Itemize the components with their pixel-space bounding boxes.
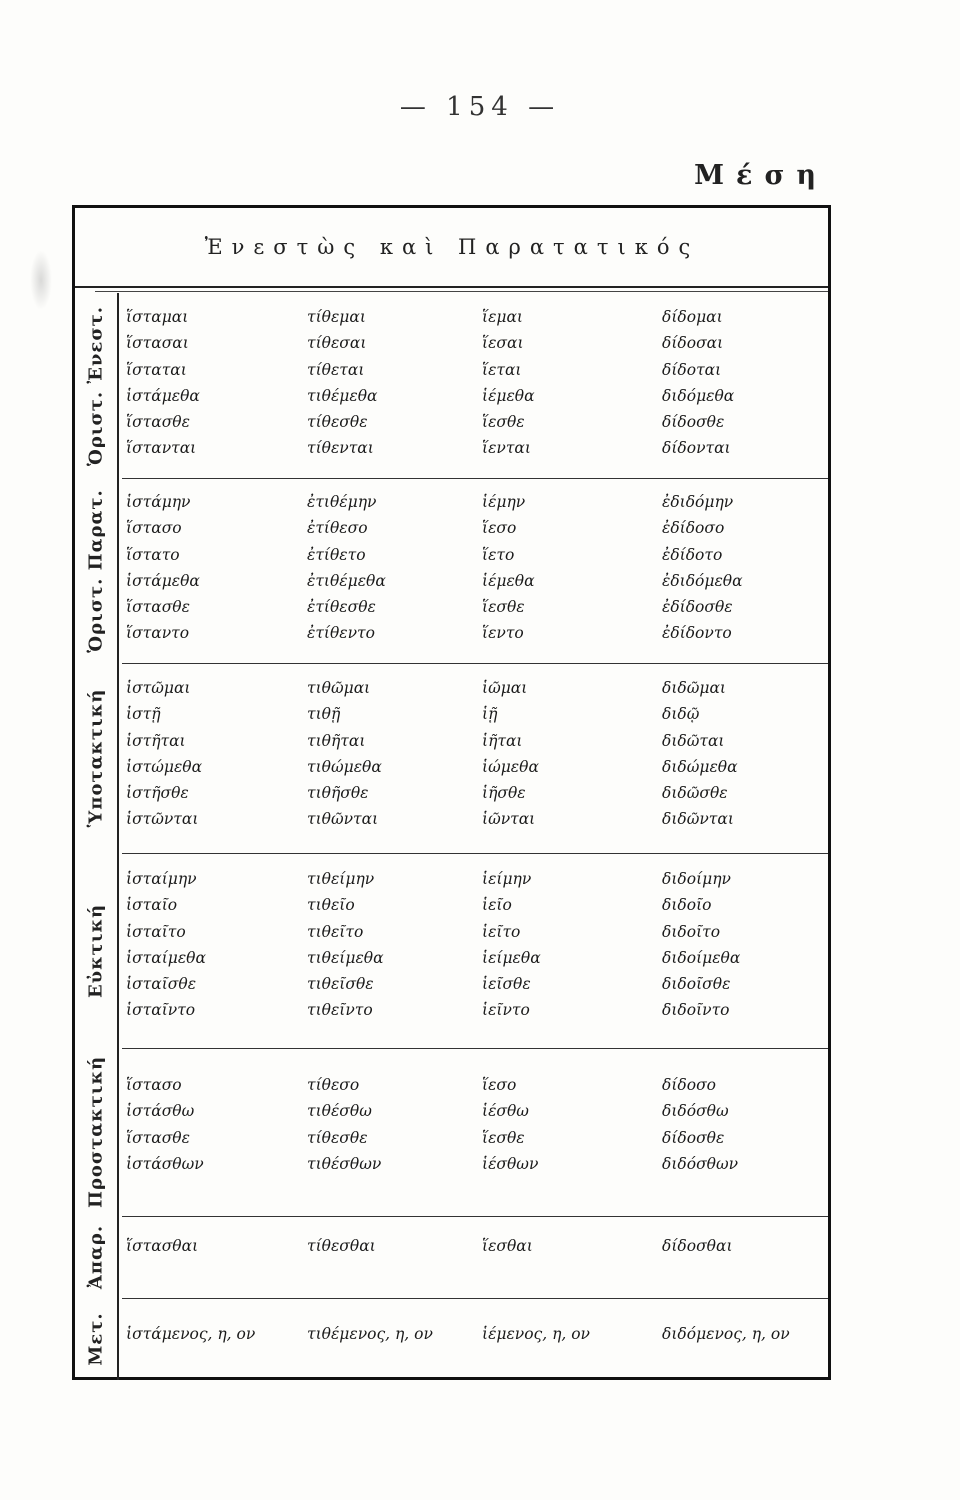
verb-form: ἐδιδόμην [662, 493, 734, 511]
verb-form: τίθεσθε [307, 413, 368, 432]
verb-form: τίθενται [307, 439, 374, 458]
verb-form: ἱῇ [482, 705, 498, 724]
verb-form: ἐδίδοτο [662, 545, 723, 564]
verb-form: τίθεσαι [307, 334, 367, 353]
section-label-cell [75, 478, 119, 663]
verb-form: ἵεσο [482, 519, 517, 538]
verb-form: διδῶνται [662, 810, 734, 829]
verb-form: ἱεῖντο [482, 1001, 530, 1020]
verb-form: ἱστάμενος, η, ον [126, 1325, 256, 1343]
verb-form: ἵεσθε [482, 413, 525, 432]
verb-form: διδόμενος, η, ον [662, 1325, 790, 1343]
verb-form: διδόμεθα [662, 386, 735, 405]
verb-form: ἐτίθεσθε [307, 598, 376, 617]
verb-form: ἵενται [482, 439, 531, 458]
verb-form: δίδοσθαι [662, 1237, 733, 1255]
verb-form: ἐδίδοσο [662, 519, 725, 538]
form-column [126, 489, 200, 647]
verb-form: τίθεται [307, 360, 365, 379]
verb-form: δίδονται [662, 439, 731, 458]
verb-form: τιθεῖντο [307, 1001, 373, 1020]
form-column [482, 1072, 538, 1177]
verb-form: τιθεῖο [307, 896, 355, 915]
verb-form: ἱσταῖντο [126, 1001, 196, 1020]
verb-form: ἱέσθων [482, 1154, 539, 1173]
verb-form: διδῶσθε [662, 784, 728, 803]
form-column [126, 1321, 255, 1347]
verb-form: ἐτίθετο [307, 545, 366, 564]
verb-form: τίθεμαι [307, 308, 366, 326]
form-column [662, 1233, 733, 1259]
verb-form: δίδοσαι [662, 334, 724, 353]
voice-label: Μέση [694, 160, 828, 191]
section-label-cell [75, 1216, 119, 1298]
form-column [126, 675, 202, 833]
verb-form: τίθεσθε [307, 1128, 368, 1147]
form-column [662, 304, 734, 462]
verb-form: ἱστάμην [126, 493, 191, 511]
verb-form: τιθέσθω [307, 1102, 372, 1121]
section-label-cell [75, 853, 119, 1048]
form-column [662, 1321, 790, 1347]
verb-form: διδῶται [662, 731, 725, 750]
verb-form: ἵεται [482, 360, 522, 379]
verb-form: τιθέμεθα [307, 386, 378, 405]
verb-form: ἱῶμαι [482, 679, 528, 697]
verb-form: ἱείμην [482, 870, 532, 888]
section-label: Ὁριστ. Παρατ. [85, 488, 107, 653]
verb-form: δίδοσθε [662, 413, 725, 432]
form-column [307, 866, 384, 1024]
table-right-border [828, 205, 831, 1380]
form-column [482, 489, 535, 647]
verb-form: ἵστασαι [126, 334, 189, 353]
verb-form: ἱσταίμεθα [126, 948, 206, 967]
table-header: Ἐνεστὼς καὶ Παρατατικός [75, 208, 829, 288]
form-column [662, 489, 743, 647]
verb-form: ἐτιθέμεθα [307, 571, 386, 590]
form-column [482, 1321, 590, 1347]
verb-form: ἱστάμεθα [126, 571, 200, 590]
form-column [482, 304, 535, 462]
form-column [482, 1233, 533, 1259]
verb-form: διδόσθων [662, 1154, 739, 1173]
verb-form: ἱσταῖο [126, 896, 178, 915]
section-label: Ὑποτακτική [85, 688, 107, 828]
verb-form: τιθέσθων [307, 1154, 382, 1173]
verb-form: τιθώμεθα [307, 757, 382, 776]
form-column [307, 1072, 381, 1177]
scan-smudge [30, 250, 52, 310]
verb-form: δίδοσο [662, 1076, 716, 1094]
verb-form: ἵεσθε [482, 598, 525, 617]
verb-form: ἐδίδοντο [662, 624, 732, 643]
section-label: Μετ. [85, 1312, 107, 1366]
verb-form: διδοίμην [662, 870, 731, 888]
header-rule [95, 291, 829, 292]
verb-form: διδῶμαι [662, 679, 726, 697]
page-number: — 154 — [399, 92, 561, 122]
verb-form: ἵστασθαι [126, 1237, 199, 1255]
section-label-cell [75, 1298, 119, 1380]
form-column [307, 675, 382, 833]
form-column [307, 304, 378, 462]
section-divider [122, 1048, 829, 1049]
verb-form: τιθέμενος, η, ον [307, 1325, 433, 1343]
verb-form: ἵστασθε [126, 413, 190, 432]
verb-form: ἐτίθεσο [307, 519, 368, 538]
verb-form: διδῷ [662, 705, 700, 724]
verb-form: τίθεσο [307, 1076, 360, 1094]
verb-form: τίθεσθαι [307, 1237, 376, 1255]
verb-form: ἱσταίμην [126, 870, 197, 888]
section-label: Εὐκτική [85, 903, 107, 998]
verb-form: τιθῆσθε [307, 784, 369, 803]
section-label-cell [75, 663, 119, 853]
verb-form: ἵστασθε [126, 1128, 190, 1147]
verb-form: διδοῖτο [662, 922, 721, 941]
verb-form: δίδοται [662, 360, 722, 379]
verb-form: ἱεῖο [482, 896, 512, 915]
verb-form: ἱῆται [482, 731, 523, 750]
verb-form: διδοῖσθε [662, 975, 731, 994]
form-column [662, 866, 740, 1024]
form-column [307, 1321, 433, 1347]
verb-form: ἵεμαι [482, 308, 524, 326]
form-column [307, 489, 386, 647]
verb-form: ἱστάμεθα [126, 386, 200, 405]
verb-form: ἵεσθε [482, 1128, 525, 1147]
verb-form: ἐδιδόμεθα [662, 571, 743, 590]
verb-form: ἐτιθέμην [307, 493, 377, 511]
verb-form: ἱστάσθω [126, 1102, 195, 1121]
section-divider [122, 478, 829, 479]
verb-form: ἵεσο [482, 1076, 517, 1094]
verb-form: ἱσταῖσθε [126, 975, 197, 994]
verb-form: τιθεῖτο [307, 922, 364, 941]
section-label-cell [75, 293, 119, 478]
section-divider [122, 663, 829, 664]
verb-form: ἱστῆσθε [126, 784, 189, 803]
verb-form: ἵετο [482, 545, 515, 564]
verb-form: ἱέμεθα [482, 571, 535, 590]
verb-form: τιθείμην [307, 870, 375, 888]
section-divider [122, 1298, 829, 1299]
verb-form: ἵεσαι [482, 334, 524, 353]
verb-form: ἱεῖτο [482, 922, 521, 941]
verb-form: διδοῖο [662, 896, 712, 915]
verb-form: ἱέμην [482, 493, 526, 511]
verb-form: τιθεῖσθε [307, 975, 374, 994]
form-column [126, 1233, 198, 1259]
verb-form: ἱέμενος, η, ον [482, 1325, 590, 1343]
verb-form: τιθῶμαι [307, 679, 371, 697]
verb-form: ἱῆσθε [482, 784, 526, 803]
form-column [307, 1233, 376, 1259]
verb-form: ἵστασθε [126, 598, 190, 617]
verb-form: ἱείμεθα [482, 948, 541, 967]
section-label: Ἀπαρ. [85, 1224, 107, 1290]
form-column [126, 1072, 204, 1177]
verb-form: δίδομαι [662, 308, 723, 326]
verb-form: τιθείμεθα [307, 948, 384, 967]
conjugation-table [72, 205, 829, 1380]
verb-form: διδόσθω [662, 1102, 729, 1121]
verb-form: ἱσταῖτο [126, 922, 186, 941]
verb-form: ἵεσθαι [482, 1237, 533, 1255]
verb-form: ἱστῶνται [126, 810, 199, 829]
verb-form: ἵσταμαι [126, 308, 189, 326]
verb-form: ἱστῆται [126, 731, 186, 750]
verb-form: διδώμεθα [662, 757, 738, 776]
verb-form: ἐδίδοσθε [662, 598, 733, 617]
verb-form: τιθῇ [307, 705, 341, 724]
verb-form: διδοίμεθα [662, 948, 741, 967]
verb-form: ἱῶνται [482, 810, 536, 829]
verb-form: ἱστάσθων [126, 1154, 204, 1173]
form-column [482, 866, 541, 1024]
verb-form: ἵστασο [126, 519, 182, 538]
verb-form: ἵστασο [126, 1076, 182, 1094]
section-label-cell [75, 1048, 119, 1216]
form-column [126, 304, 200, 462]
verb-form: ἱώμεθα [482, 757, 539, 776]
form-column [126, 866, 206, 1024]
verb-form: ἱστώμεθα [126, 757, 203, 776]
verb-form: ἱεῖσθε [482, 975, 531, 994]
section-divider [122, 1216, 829, 1217]
section-divider [122, 853, 829, 854]
form-column [662, 675, 738, 833]
verb-form: ἱστῇ [126, 705, 161, 724]
verb-form: διδοῖντο [662, 1001, 730, 1020]
verb-form: ἱέσθω [482, 1102, 529, 1121]
verb-form: ἐτίθεντο [307, 624, 375, 643]
verb-form: ἵσταντο [126, 624, 190, 643]
verb-form: ἵστανται [126, 439, 197, 458]
verb-form: ἱστῶμαι [126, 679, 191, 697]
section-label: Ὁριστ. Ἐνεστ. [85, 305, 107, 466]
section-label: Προστακτική [85, 1055, 107, 1209]
verb-form: ἱέμεθα [482, 386, 535, 405]
verb-form: τιθῶνται [307, 810, 379, 829]
verb-form: ἵσταται [126, 360, 187, 379]
verb-form: δίδοσθε [662, 1128, 725, 1147]
verb-form: τιθῆται [307, 731, 366, 750]
verb-form: ἵεντο [482, 624, 524, 643]
form-column [662, 1072, 738, 1177]
form-column [482, 675, 539, 833]
verb-form: ἵστατο [126, 545, 180, 564]
